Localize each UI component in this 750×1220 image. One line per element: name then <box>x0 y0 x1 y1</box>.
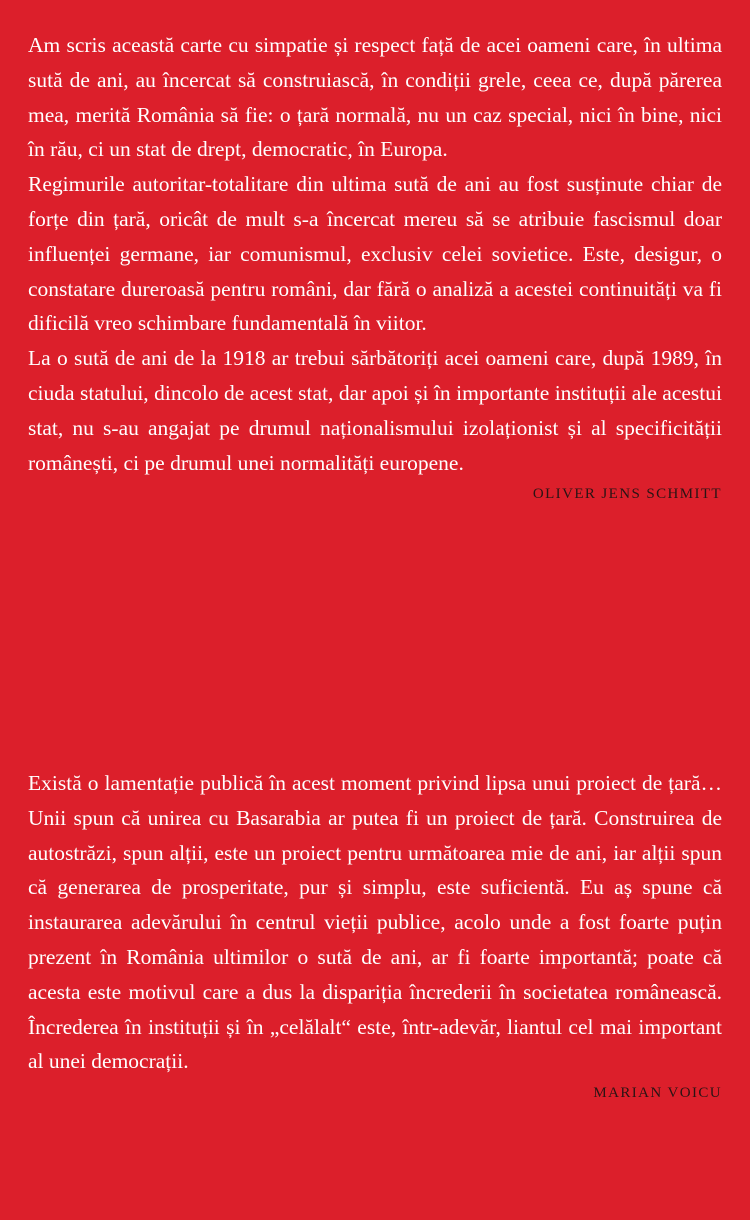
author-signature: MARIAN VOICU <box>593 1085 722 1102</box>
quote-section-schmitt <box>28 28 722 716</box>
author-signature: OLIVER JENS SCHMITT <box>532 486 722 503</box>
quote-paragraph: Există o lamentație publică în acest moment privind lipsa unui proiect de țară… Unii spun că unirea cu Basarabia ar putea fi un proiect de țară. Construirea de autostrăzi, spun alții, este un proiect pentru următoarea mie de ani, iar alții spun că generarea de prosperitate, pur și simplu, este suficientă. Eu aș spune că instaurarea adevărului în centrul vieții publice, acolo unde a fost foarte puțin prezent în România ultimilor o sută de ani, ar fi foarte importantă; poate că acesta este motivul care a dus la dispariția încrederii în societatea românească. Încrederea în instituții și în „celălalt“ este, într-adevăr, liantul cel mai important al unei democrații. <box>28 771 722 1074</box>
quote-paragraph: Am scris această carte cu simpatie și respect față de acei oameni care, în ultima sută de ani, au încercat să construiască, în condiții grele, ceea ce, după părerea mea, merită România să fie: o țară normală, nu un caz special, nici în bine, nici în rău, ci un stat de drept, democratic, în Europa. <box>28 33 722 162</box>
quote-section-voicu <box>28 766 722 1104</box>
quote-paragraph: La o sută de ani de la 1918 ar trebui sărbătoriți acei oameni care, după 1989, în ciuda statului, dincolo de acest stat, dar apoi și în importante instituții ale acestui stat, nu s-au angajat pe drumul naționalismului izolaționist și al specificității românești, ci pe drumul unei normalități europene. <box>28 346 722 475</box>
quote-paragraph: Regimurile autoritar-totalitare din ultima sută de ani au fost susținute chiar de forțe din țară, oricât de mult s-a încercat mereu să se atribuie fascismul doar influenței germane, iar comunismul, exclusiv celei sovietice. Este, desigur, o constatare dureroasă pentru români, dar fără o analiză a acestei continuități va fi dificilă vreo schimbare fundamentală în viitor. <box>28 172 722 336</box>
